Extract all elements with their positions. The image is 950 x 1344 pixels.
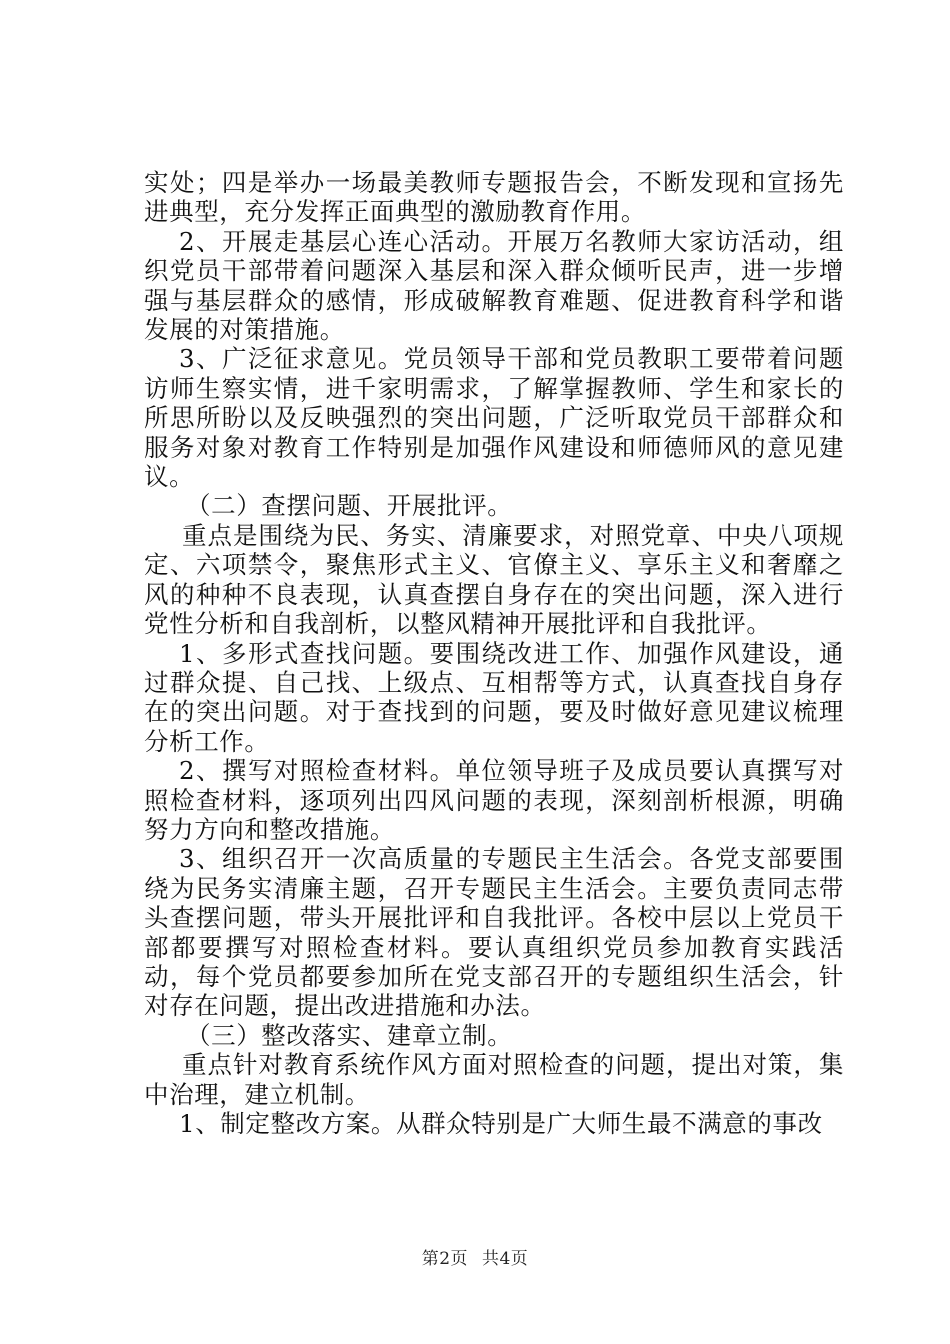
page-number: 第2页 — [421, 1249, 469, 1269]
paragraph-continued-item-four: 实处；四是举办一场最美教师专题报告会，不断发现和宣扬先进典型，充分发挥正面典型的激励教育作用。 — [144, 168, 844, 227]
paragraph-find-problems: 1、多形式查找问题。要围绕改进工作、加强作风建设，通过群众提、自己找、上级点、互相帮等方式，认真查找自身存在的突出问题。对于查找到的问题，要及时做好意见建议梳理分析工作。 — [144, 638, 844, 756]
paragraph-solicit-opinions: 3、广泛征求意见。党员领导干部和党员教职工要带着问题访师生察实情，进千家明需求，了解掌握教师、学生和家长的所思所盼以及反映强烈的突出问题，广泛听取党员干部群众和服务对象对教育工作特别是加强作风建设和师德师风的意见建议。 — [144, 344, 844, 492]
paragraph-rectification-plan: 1、制定整改方案。从群众特别是广大师生最不满意的事改 — [179, 1109, 823, 1138]
document-body — [144, 168, 844, 1138]
page-total: 共4页 — [481, 1249, 529, 1269]
section-heading-three: （三）整改落实、建章立制。 — [186, 1020, 513, 1050]
section-heading-two: （二）查摆问题、开展批评。 — [186, 491, 513, 521]
page-footer — [0, 1244, 950, 1269]
paragraph-write-materials: 2、撰写对照检查材料。单位领导班子及成员要认真撰写对照检查材料，逐项列出四风问题的表现，深刻剖析根源，明确努力方向和整改措施。 — [144, 756, 844, 844]
paragraph-section-two-focus: 重点是围绕为民、务实、清廉要求，对照党章、中央八项规定、六项禁令，聚焦形式主义、官僚主义、享乐主义和奢靡之风的种种不良表现，认真查摆自身存在的突出问题，深入进行党性分析和自我剖析，以整风精神开展批评和自我批评。 — [144, 520, 844, 639]
paragraph-democratic-meeting: 3、组织召开一次高质量的专题民主生活会。各党支部要围绕为民务实清廉主题，召开专题民主生活会。主要负责同志带头查摆问题，带头开展批评和自我批评。各校中层以上党员干部都要撰写对照检查材料。要认真组织党员参加教育实践活动，每个党员都要参加所在党支部召开的专题组织生活会，针对存在问题，提出改进措施和办法。 — [144, 844, 844, 1021]
paragraph-section-three-focus: 重点针对教育系统作风方面对照检查的问题，提出对策，集中治理，建立机制。 — [144, 1050, 844, 1109]
paragraph-grassroots-activity: 2、开展走基层心连心活动。开展万名教师大家访活动，组织党员干部带着问题深入基层和深入群众倾听民声，进一步增强与基层群众的感情，形成破解教育难题、促进教育科学和谐发展的对策措施。 — [144, 226, 844, 345]
